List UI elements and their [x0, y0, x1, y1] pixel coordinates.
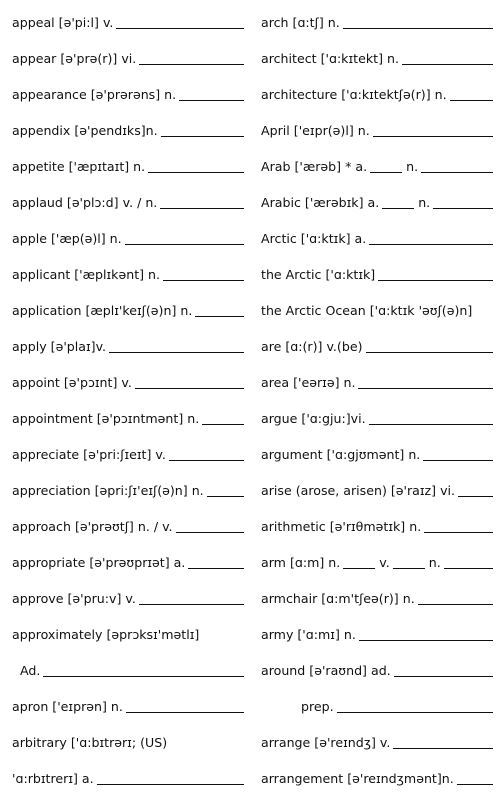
answer-blank[interactable] — [393, 556, 425, 569]
entry-arise — [261, 472, 493, 508]
entry-text: approximately [əprɔksɪ'mətlɪ] — [12, 626, 200, 642]
entry-appoint — [12, 364, 244, 400]
entry-text-second: n. — [418, 194, 431, 210]
entry-text: approve [ə'pru:v] v. — [12, 590, 136, 606]
entry-arrangement — [261, 760, 493, 796]
answer-blank[interactable] — [369, 232, 493, 245]
entry-text: apple ['æp(ə)l] n. — [12, 230, 122, 246]
entry-text: appreciate [ə'pri:ʃɪeɪt] v. — [12, 446, 166, 462]
entry-approach — [12, 508, 244, 544]
entry-around-prep — [261, 688, 493, 724]
answer-blank[interactable] — [343, 16, 493, 29]
entry-text-third: n. — [428, 554, 441, 570]
entry-appointment — [12, 400, 244, 436]
answer-blank[interactable] — [43, 664, 244, 677]
entry-arbitrary-us — [12, 760, 244, 796]
answer-blank[interactable] — [418, 592, 493, 605]
answer-blank[interactable] — [370, 160, 402, 173]
entry-text: Arab ['ærəb] * a. — [261, 158, 368, 174]
answer-blank[interactable] — [457, 772, 493, 785]
entry-text-second: v. — [379, 554, 390, 570]
answer-blank[interactable] — [402, 52, 493, 65]
answer-blank[interactable] — [378, 268, 493, 281]
entry-text: arise (arose, arisen) [ə'raɪz] vi. — [261, 482, 456, 498]
entry-application — [12, 292, 244, 328]
entry-text: argument ['ɑ:gjʊmənt] n. — [261, 446, 421, 462]
entry-text: prep. — [301, 698, 334, 714]
answer-blank[interactable] — [394, 664, 493, 677]
answer-blank[interactable] — [116, 16, 244, 29]
entry-text: appeal [ə'pi:l] v. — [12, 14, 114, 30]
answer-blank[interactable] — [139, 52, 244, 65]
entry-apple — [12, 220, 244, 256]
entry-area — [261, 364, 493, 400]
entry-text: apron ['eɪprən] n. — [12, 698, 123, 714]
entry-arrange — [261, 724, 493, 760]
entry-appearance — [12, 76, 244, 112]
entry-text: appointment [ə'pɔɪntmənt] n. — [12, 410, 200, 426]
entry-text: are [ɑ:(r)] v.(be) — [261, 338, 363, 354]
entry-text: appreciation [əpri:ʃɪ'eɪʃ(ə)n] n. — [12, 482, 204, 498]
answer-blank[interactable] — [207, 484, 244, 497]
answer-blank[interactable] — [202, 412, 244, 425]
entry-approximately-pos — [12, 652, 244, 688]
answer-blank[interactable] — [433, 196, 493, 209]
entry-text: appendix [ə'pendɪks]n. — [12, 122, 158, 138]
answer-blank[interactable] — [179, 88, 244, 101]
entry-text: Ad. — [20, 662, 41, 678]
entry-appear — [12, 40, 244, 76]
entry-text: armchair [ɑ:m'tʃeə(r)] n. — [261, 590, 415, 606]
answer-blank[interactable] — [176, 520, 244, 533]
answer-blank[interactable] — [423, 448, 493, 461]
entry-armchair — [261, 580, 493, 616]
answer-blank[interactable] — [444, 556, 493, 569]
entry-the-arctic — [261, 256, 493, 292]
answer-blank[interactable] — [109, 340, 244, 353]
entry-arab — [261, 148, 493, 184]
answer-blank[interactable] — [125, 232, 244, 245]
entry-text: arrangement [ə'reɪndʒmənt]n. — [261, 770, 454, 786]
answer-blank[interactable] — [343, 556, 375, 569]
entry-text: Arabic ['ærəbɪk] a. — [261, 194, 380, 210]
entry-appeal — [12, 4, 244, 40]
answer-blank[interactable] — [195, 304, 244, 317]
entry-text: around [ə'raʊnd] ad. — [261, 662, 391, 678]
entry-april — [261, 112, 493, 148]
entry-appropriate — [12, 544, 244, 580]
entry-text: arm [ɑ:m] n. — [261, 554, 341, 570]
answer-blank[interactable] — [139, 592, 244, 605]
entry-applicant — [12, 256, 244, 292]
entry-approve — [12, 580, 244, 616]
entry-text: arrange [ə'reɪndʒ] v. — [261, 734, 391, 750]
entry-arctic — [261, 220, 493, 256]
entry-around — [261, 652, 493, 688]
entry-apply — [12, 328, 244, 364]
entry-text: arch [ɑ:tʃ] n. — [261, 14, 340, 30]
entry-text: 'ɑ:rbɪtrerɪ] a. — [12, 770, 94, 786]
entry-arctic-ocean — [261, 292, 493, 328]
entry-text: appropriate [ə'prəʊprɪət] a. — [12, 554, 186, 570]
answer-blank[interactable] — [382, 196, 414, 209]
entry-architect — [261, 40, 493, 76]
entry-arabic — [261, 184, 493, 220]
entry-arbitrary — [12, 724, 244, 760]
answer-blank[interactable] — [369, 412, 493, 425]
entry-text: appetite ['æpɪtaɪt] n. — [12, 158, 146, 174]
answer-blank[interactable] — [458, 484, 493, 497]
answer-blank[interactable] — [359, 628, 493, 641]
answer-blank[interactable] — [373, 124, 493, 137]
entry-text: Arctic ['ɑ:ktɪk] a. — [261, 230, 367, 246]
entry-are — [261, 328, 493, 364]
answer-blank[interactable] — [135, 376, 244, 389]
answer-blank[interactable] — [450, 88, 493, 101]
entry-appendix — [12, 112, 244, 148]
right-column — [261, 4, 493, 796]
answer-blank[interactable] — [126, 700, 244, 713]
entry-text: applicant ['æplɪkənt] n. — [12, 266, 161, 282]
answer-blank[interactable] — [163, 268, 244, 281]
entry-arm — [261, 544, 493, 580]
entry-appreciate — [12, 436, 244, 472]
entry-text: arithmetic [ə'rɪθmətɪk] n. — [261, 518, 422, 534]
left-column — [12, 4, 244, 796]
entry-text: application [æplɪ'keɪʃ(ə)n] n. — [12, 302, 193, 318]
entry-text: architecture ['ɑ:kɪtektʃə(r)] n. — [261, 86, 447, 102]
answer-blank[interactable] — [188, 556, 244, 569]
answer-blank[interactable] — [148, 160, 244, 173]
entry-text: argue ['ɑ:gju:]vi. — [261, 410, 366, 426]
entry-text-second: n. — [406, 158, 419, 174]
answer-blank[interactable] — [161, 124, 244, 137]
entry-text: architect ['ɑ:kɪtekt] n. — [261, 50, 399, 66]
entry-arch — [261, 4, 493, 40]
entry-applaud — [12, 184, 244, 220]
entry-appetite — [12, 148, 244, 184]
entry-text: area ['eərɪə] n. — [261, 374, 356, 390]
entry-approximately — [12, 616, 244, 652]
entry-army — [261, 616, 493, 652]
entry-text: army ['ɑ:mɪ] n. — [261, 626, 356, 642]
entry-text: the Arctic ['ɑ:ktɪk] — [261, 266, 376, 282]
answer-blank[interactable] — [337, 700, 493, 713]
entry-text: the Arctic Ocean ['ɑ:ktɪk 'əʊʃ(ə)n] — [261, 302, 473, 318]
answer-blank[interactable] — [393, 736, 493, 749]
answer-blank[interactable] — [358, 376, 493, 389]
entry-text: applaud [ə'plɔ:d] v. / n. — [12, 194, 158, 210]
entry-text: appoint [ə'pɔɪnt] v. — [12, 374, 132, 390]
entry-text: apply [ə'plaɪ]v. — [12, 338, 107, 354]
entry-argue — [261, 400, 493, 436]
entry-arithmetic — [261, 508, 493, 544]
entry-text: appearance [ə'prərəns] n. — [12, 86, 177, 102]
answer-blank[interactable] — [421, 160, 493, 173]
entry-text: arbitrary ['ɑ:bɪtrərɪ; (US) — [12, 734, 168, 750]
entry-text: April ['eɪpr(ə)l] n. — [261, 122, 370, 138]
answer-blank[interactable] — [169, 448, 244, 461]
entry-architecture — [261, 76, 493, 112]
entry-apron — [12, 688, 244, 724]
answer-blank[interactable] — [424, 520, 493, 533]
answer-blank[interactable] — [97, 772, 244, 785]
entry-argument — [261, 436, 493, 472]
entry-appreciation — [12, 472, 244, 508]
answer-blank[interactable] — [160, 196, 244, 209]
entry-text: appear [ə'prə(r)] vi. — [12, 50, 137, 66]
answer-blank[interactable] — [366, 340, 494, 353]
entry-text: approach [ə'prəʊtʃ] n. / v. — [12, 518, 173, 534]
